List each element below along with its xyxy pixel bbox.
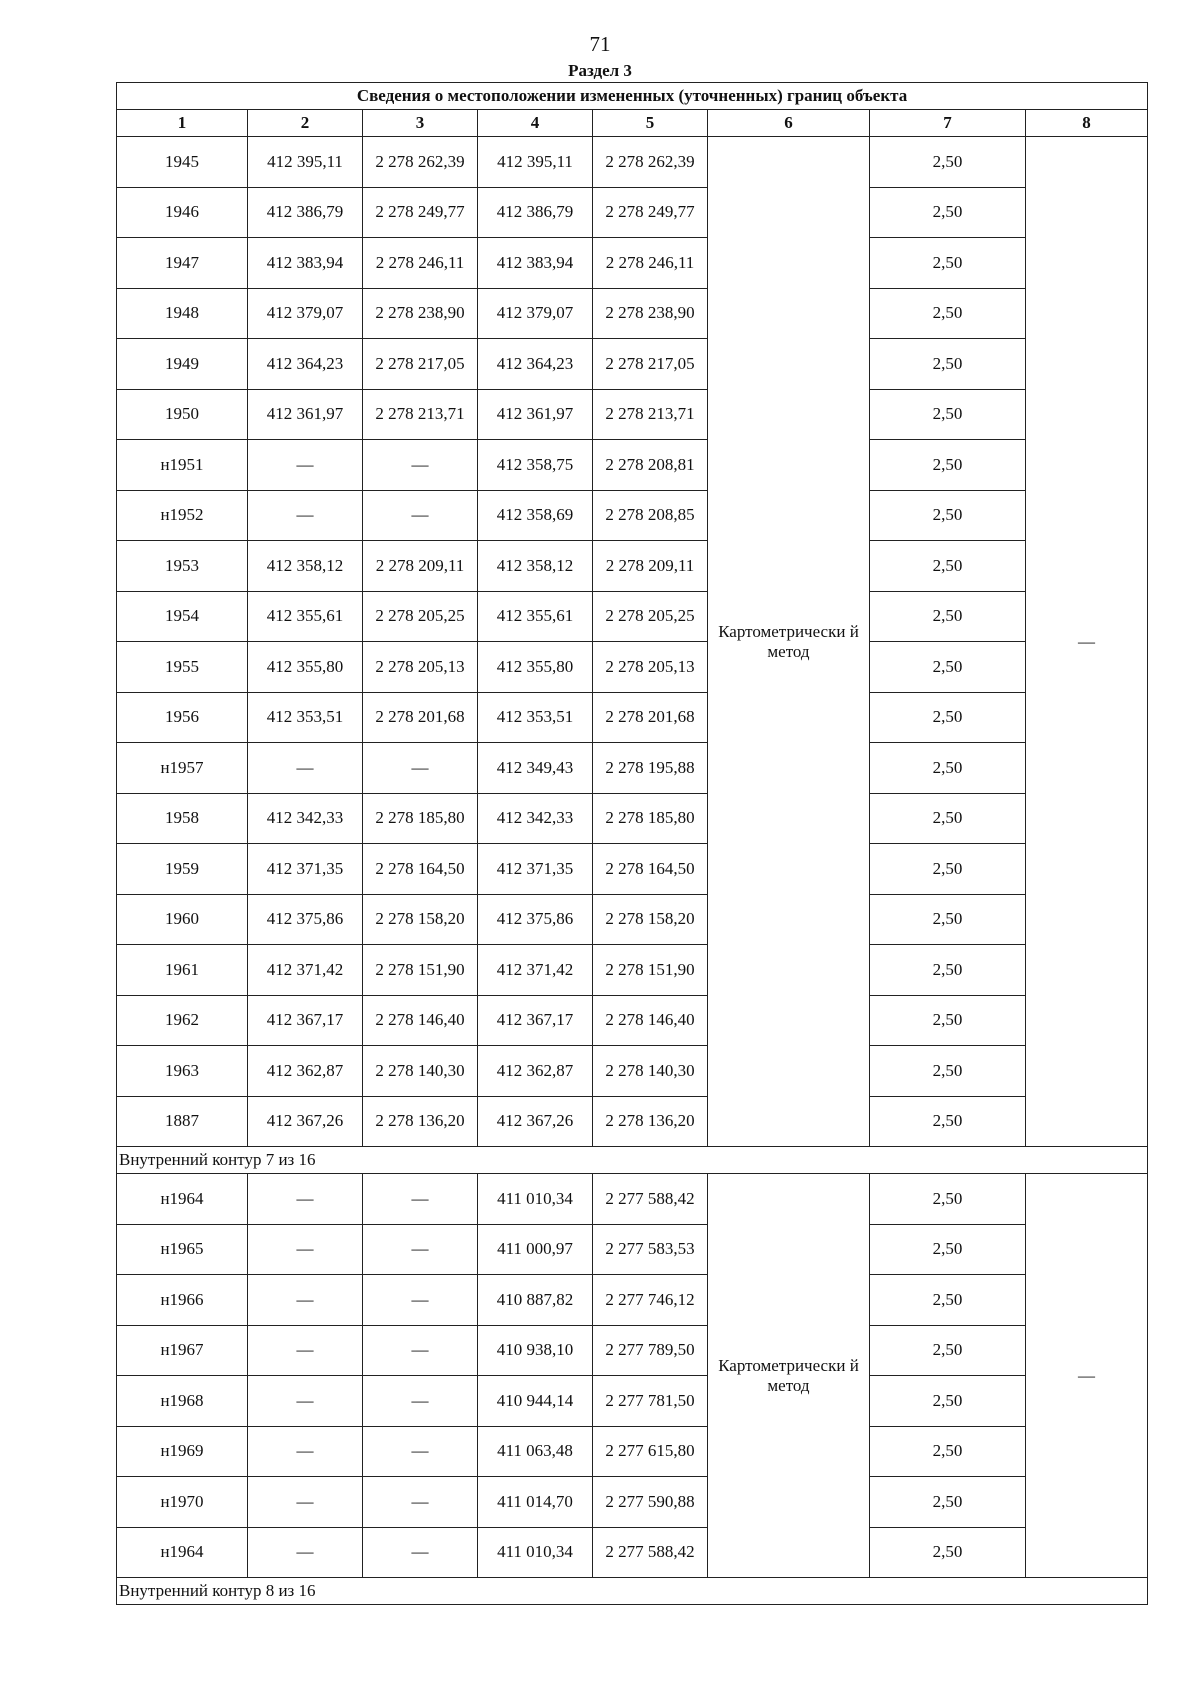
accuracy-cell: 2,50 [870, 894, 1026, 945]
new-x-cell: 412 342,33 [478, 793, 593, 844]
new-x-cell: 412 367,26 [478, 1096, 593, 1147]
existing-x-cell: 412 383,94 [248, 238, 363, 289]
contour-label: Внутренний контур 7 из 16 [117, 1147, 1148, 1174]
new-x-cell: 412 358,12 [478, 541, 593, 592]
new-y-cell: 2 278 195,88 [593, 743, 708, 794]
new-y-cell: 2 278 238,90 [593, 288, 708, 339]
existing-y-cell: — [363, 1224, 478, 1275]
existing-y-cell: 2 278 205,13 [363, 642, 478, 693]
existing-y-cell: 2 278 238,90 [363, 288, 478, 339]
table-row [117, 541, 1148, 592]
accuracy-cell: 2,50 [870, 1325, 1026, 1376]
existing-y-cell: 2 278 158,20 [363, 894, 478, 945]
new-y-cell: 2 278 201,68 [593, 692, 708, 743]
new-x-cell: 411 010,34 [478, 1527, 593, 1578]
existing-y-cell: 2 278 249,77 [363, 187, 478, 238]
accuracy-cell: 2,50 [870, 995, 1026, 1046]
contour-label: Внутренний контур 8 из 16 [117, 1578, 1148, 1605]
point-number-cell: н1964 [117, 1527, 248, 1578]
new-y-cell: 2 277 588,42 [593, 1527, 708, 1578]
new-x-cell: 412 367,17 [478, 995, 593, 1046]
existing-y-cell: 2 278 185,80 [363, 793, 478, 844]
table-row [117, 288, 1148, 339]
existing-y-cell: 2 278 246,11 [363, 238, 478, 289]
new-y-cell: 2 278 262,39 [593, 137, 708, 188]
new-x-cell: 411 010,34 [478, 1174, 593, 1225]
new-x-cell: 412 361,97 [478, 389, 593, 440]
accuracy-cell: 2,50 [870, 1046, 1026, 1097]
table-row [117, 591, 1148, 642]
table-row [117, 187, 1148, 238]
existing-x-cell: 412 371,42 [248, 945, 363, 996]
existing-y-cell: — [363, 1325, 478, 1376]
new-x-cell: 411 014,70 [478, 1477, 593, 1528]
table-row [117, 1046, 1148, 1097]
existing-x-cell: 412 353,51 [248, 692, 363, 743]
new-x-cell: 412 379,07 [478, 288, 593, 339]
existing-y-cell: 2 278 262,39 [363, 137, 478, 188]
table-row [117, 844, 1148, 895]
new-y-cell: 2 278 208,85 [593, 490, 708, 541]
existing-y-cell: 2 278 201,68 [363, 692, 478, 743]
new-x-cell: 412 375,86 [478, 894, 593, 945]
table-row [117, 1096, 1148, 1147]
accuracy-cell: 2,50 [870, 743, 1026, 794]
existing-x-cell: — [248, 1325, 363, 1376]
point-number-cell: 1949 [117, 339, 248, 390]
table-row [117, 339, 1148, 390]
new-y-cell: 2 278 158,20 [593, 894, 708, 945]
new-y-cell: 2 277 789,50 [593, 1325, 708, 1376]
table-row [117, 995, 1148, 1046]
existing-x-cell: — [248, 1426, 363, 1477]
column-header: 8 [1026, 110, 1148, 137]
point-number-cell: н1967 [117, 1325, 248, 1376]
existing-x-cell: — [248, 1224, 363, 1275]
new-y-cell: 2 277 583,53 [593, 1224, 708, 1275]
existing-y-cell: 2 278 209,11 [363, 541, 478, 592]
accuracy-cell: 2,50 [870, 642, 1026, 693]
point-number-cell: 1956 [117, 692, 248, 743]
accuracy-cell: 2,50 [870, 1174, 1026, 1225]
existing-x-cell: — [248, 1376, 363, 1427]
new-x-cell: 412 355,61 [478, 591, 593, 642]
description-cell: — [1026, 1174, 1148, 1578]
accuracy-cell: 2,50 [870, 1224, 1026, 1275]
existing-y-cell: 2 278 217,05 [363, 339, 478, 390]
new-x-cell: 412 386,79 [478, 187, 593, 238]
accuracy-cell: 2,50 [870, 1275, 1026, 1326]
existing-x-cell: 412 395,11 [248, 137, 363, 188]
table-row [117, 137, 1148, 188]
table-row [117, 1174, 1148, 1225]
existing-x-cell: — [248, 490, 363, 541]
new-x-cell: 412 395,11 [478, 137, 593, 188]
method-cell: Картометрически й метод [708, 1174, 870, 1578]
column-header: 5 [593, 110, 708, 137]
new-y-cell: 2 277 781,50 [593, 1376, 708, 1427]
point-number-cell: 1953 [117, 541, 248, 592]
table-row [117, 238, 1148, 289]
new-x-cell: 412 371,35 [478, 844, 593, 895]
new-x-cell: 410 887,82 [478, 1275, 593, 1326]
accuracy-cell: 2,50 [870, 339, 1026, 390]
existing-x-cell: — [248, 1477, 363, 1528]
new-x-cell: 412 358,69 [478, 490, 593, 541]
point-number-cell: н1957 [117, 743, 248, 794]
description-cell: — [1026, 137, 1148, 1147]
existing-x-cell: 412 375,86 [248, 894, 363, 945]
accuracy-cell: 2,50 [870, 1527, 1026, 1578]
column-header: 2 [248, 110, 363, 137]
accuracy-cell: 2,50 [870, 389, 1026, 440]
existing-y-cell: — [363, 1275, 478, 1326]
new-x-cell: 412 358,75 [478, 440, 593, 491]
existing-x-cell: 412 355,80 [248, 642, 363, 693]
accuracy-cell: 2,50 [870, 692, 1026, 743]
accuracy-cell: 2,50 [870, 945, 1026, 996]
existing-x-cell: 412 342,33 [248, 793, 363, 844]
point-number-cell: н1970 [117, 1477, 248, 1528]
table-row [117, 1376, 1148, 1427]
new-x-cell: 412 353,51 [478, 692, 593, 743]
table-row [117, 1426, 1148, 1477]
table-row [117, 1527, 1148, 1578]
existing-y-cell: 2 278 146,40 [363, 995, 478, 1046]
table-row [117, 793, 1148, 844]
existing-y-cell: 2 278 205,25 [363, 591, 478, 642]
point-number-cell: 1958 [117, 793, 248, 844]
new-x-cell: 411 063,48 [478, 1426, 593, 1477]
accuracy-cell: 2,50 [870, 490, 1026, 541]
new-y-cell: 2 278 136,20 [593, 1096, 708, 1147]
column-header: 4 [478, 110, 593, 137]
point-number-cell: 1960 [117, 894, 248, 945]
new-x-cell: 412 362,87 [478, 1046, 593, 1097]
existing-x-cell: — [248, 1275, 363, 1326]
table-row [117, 642, 1148, 693]
existing-y-cell: 2 278 140,30 [363, 1046, 478, 1097]
table-title: Сведения о местоположении измененных (уточненных) границ объекта [117, 83, 1148, 110]
point-number-cell: н1952 [117, 490, 248, 541]
existing-y-cell: — [363, 490, 478, 541]
table-row [117, 490, 1148, 541]
accuracy-cell: 2,50 [870, 1426, 1026, 1477]
accuracy-cell: 2,50 [870, 1376, 1026, 1427]
point-number-cell: 1887 [117, 1096, 248, 1147]
point-number-cell: 1961 [117, 945, 248, 996]
table-row [117, 894, 1148, 945]
accuracy-cell: 2,50 [870, 1096, 1026, 1147]
table-row [117, 440, 1148, 491]
table-row [117, 743, 1148, 794]
new-y-cell: 2 277 588,42 [593, 1174, 708, 1225]
existing-y-cell: 2 278 136,20 [363, 1096, 478, 1147]
point-number-cell: 1950 [117, 389, 248, 440]
existing-x-cell: 412 362,87 [248, 1046, 363, 1097]
new-x-cell: 412 383,94 [478, 238, 593, 289]
new-x-cell: 411 000,97 [478, 1224, 593, 1275]
new-y-cell: 2 278 208,81 [593, 440, 708, 491]
new-x-cell: 410 944,14 [478, 1376, 593, 1427]
section-title: Раздел 3 [568, 61, 632, 80]
point-number-cell: 1945 [117, 137, 248, 188]
table-row [117, 1224, 1148, 1275]
accuracy-cell: 2,50 [870, 591, 1026, 642]
point-number-cell: н1966 [117, 1275, 248, 1326]
accuracy-cell: 2,50 [870, 1477, 1026, 1528]
existing-y-cell: 2 278 213,71 [363, 389, 478, 440]
table-title-row [117, 83, 1148, 110]
new-x-cell: 412 355,80 [478, 642, 593, 693]
existing-y-cell: — [363, 1477, 478, 1528]
new-y-cell: 2 278 249,77 [593, 187, 708, 238]
point-number-cell: 1959 [117, 844, 248, 895]
point-number-cell: н1969 [117, 1426, 248, 1477]
new-x-cell: 412 349,43 [478, 743, 593, 794]
new-x-cell: 412 364,23 [478, 339, 593, 390]
existing-x-cell: 412 355,61 [248, 591, 363, 642]
table-row [117, 389, 1148, 440]
point-number-cell: 1946 [117, 187, 248, 238]
table-row [117, 945, 1148, 996]
column-header: 7 [870, 110, 1026, 137]
table-row [117, 692, 1148, 743]
point-number-cell: 1962 [117, 995, 248, 1046]
point-number-cell: н1951 [117, 440, 248, 491]
existing-x-cell: 412 367,17 [248, 995, 363, 1046]
new-y-cell: 2 277 590,88 [593, 1477, 708, 1528]
existing-y-cell: — [363, 1426, 478, 1477]
accuracy-cell: 2,50 [870, 793, 1026, 844]
existing-x-cell: 412 367,26 [248, 1096, 363, 1147]
existing-x-cell: 412 361,97 [248, 389, 363, 440]
column-header: 3 [363, 110, 478, 137]
existing-y-cell: — [363, 440, 478, 491]
boundary-coordinates-table [116, 82, 1148, 1605]
point-number-cell: 1948 [117, 288, 248, 339]
existing-x-cell: 412 364,23 [248, 339, 363, 390]
existing-x-cell: — [248, 1174, 363, 1225]
existing-x-cell: — [248, 1527, 363, 1578]
new-y-cell: 2 277 615,80 [593, 1426, 708, 1477]
existing-y-cell: — [363, 1527, 478, 1578]
new-y-cell: 2 278 217,05 [593, 339, 708, 390]
accuracy-cell: 2,50 [870, 288, 1026, 339]
accuracy-cell: 2,50 [870, 844, 1026, 895]
accuracy-cell: 2,50 [870, 541, 1026, 592]
method-cell: Картометрически й метод [708, 137, 870, 1147]
point-number-cell: н1964 [117, 1174, 248, 1225]
new-y-cell: 2 278 164,50 [593, 844, 708, 895]
point-number-cell: н1968 [117, 1376, 248, 1427]
point-number-cell: 1963 [117, 1046, 248, 1097]
page-number: 71 [589, 32, 611, 56]
column-header: 6 [708, 110, 870, 137]
new-y-cell: 2 278 151,90 [593, 945, 708, 996]
existing-x-cell: 412 371,35 [248, 844, 363, 895]
new-x-cell: 410 938,10 [478, 1325, 593, 1376]
contour-label-row [117, 1147, 1148, 1174]
accuracy-cell: 2,50 [870, 440, 1026, 491]
existing-y-cell: — [363, 743, 478, 794]
new-y-cell: 2 278 213,71 [593, 389, 708, 440]
column-header-row [117, 110, 1148, 137]
new-y-cell: 2 278 246,11 [593, 238, 708, 289]
existing-y-cell: — [363, 1174, 478, 1225]
existing-y-cell: 2 278 164,50 [363, 844, 478, 895]
existing-x-cell: 412 379,07 [248, 288, 363, 339]
new-y-cell: 2 278 205,13 [593, 642, 708, 693]
point-number-cell: н1965 [117, 1224, 248, 1275]
new-y-cell: 2 278 209,11 [593, 541, 708, 592]
table-row [117, 1325, 1148, 1376]
existing-y-cell: — [363, 1376, 478, 1427]
point-number-cell: 1955 [117, 642, 248, 693]
column-header: 1 [117, 110, 248, 137]
existing-x-cell: 412 386,79 [248, 187, 363, 238]
new-x-cell: 412 371,42 [478, 945, 593, 996]
accuracy-cell: 2,50 [870, 187, 1026, 238]
table-row [117, 1477, 1148, 1528]
contour-label-row [117, 1578, 1148, 1605]
new-y-cell: 2 277 746,12 [593, 1275, 708, 1326]
new-y-cell: 2 278 140,30 [593, 1046, 708, 1097]
existing-x-cell: 412 358,12 [248, 541, 363, 592]
table-body [117, 83, 1148, 1605]
table-row [117, 1275, 1148, 1326]
point-number-cell: 1947 [117, 238, 248, 289]
point-number-cell: 1954 [117, 591, 248, 642]
existing-x-cell: — [248, 440, 363, 491]
new-y-cell: 2 278 146,40 [593, 995, 708, 1046]
accuracy-cell: 2,50 [870, 238, 1026, 289]
new-y-cell: 2 278 205,25 [593, 591, 708, 642]
existing-x-cell: — [248, 743, 363, 794]
new-y-cell: 2 278 185,80 [593, 793, 708, 844]
existing-y-cell: 2 278 151,90 [363, 945, 478, 996]
accuracy-cell: 2,50 [870, 137, 1026, 188]
